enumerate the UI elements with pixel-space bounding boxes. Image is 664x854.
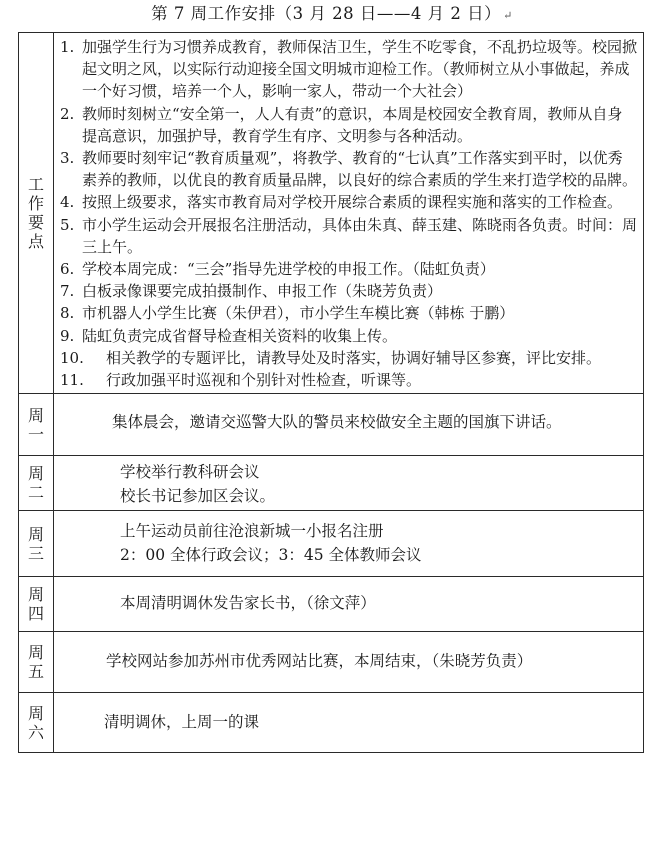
work-point-text: 学校本周完成：“三会”指导先进学校的申报工作。（陆虹负责） <box>82 260 495 279</box>
day-line: 2：00 全体行政会议；3：45 全体教师会议 <box>120 546 422 565</box>
day-line: 清明调休，上周一的课 <box>104 713 260 732</box>
day-line: 集体晨会，邀请交巡警大队的警员来校做安全主题的国旗下讲话。 <box>112 413 562 432</box>
work-point-text: 白板录像课要完成拍摄制作、申报工作（朱晓芳负责） <box>82 282 443 301</box>
day-row-wednesday <box>19 511 644 577</box>
day-label-cell <box>19 394 54 456</box>
work-point-number: 3. <box>60 149 75 168</box>
work-point-number: 7. <box>60 282 75 301</box>
day-lines <box>120 460 275 508</box>
work-point-item <box>60 191 637 213</box>
day-label-cell <box>19 511 54 577</box>
work-point-number: 6. <box>60 260 75 279</box>
day-line: 上午运动员前往沧浪新城一小报名注册 <box>120 522 384 541</box>
day-label: 周三 <box>27 524 44 563</box>
work-point-item <box>60 302 637 324</box>
work-points-label-cell <box>19 33 54 394</box>
title-text: 第 7 周工作安排（3 月 28 日——4 月 2 日） <box>151 4 502 23</box>
work-point-number: 9. <box>60 326 75 345</box>
work-point-item <box>60 369 637 391</box>
page-title <box>0 0 664 28</box>
work-point-text: 市机器人小学生比赛（朱伊君），市小学生车模比赛（韩栋 于鹏） <box>82 304 515 323</box>
day-label-cell <box>19 577 54 632</box>
work-points-row <box>19 33 644 394</box>
day-label: 周二 <box>27 464 44 503</box>
day-content-cell <box>54 693 644 753</box>
work-point-item <box>60 280 637 302</box>
day-content-cell <box>54 394 644 456</box>
day-content-cell <box>54 577 644 632</box>
day-label: 周四 <box>27 585 44 624</box>
work-points-label: 工作要点 <box>27 175 44 252</box>
schedule-table <box>18 32 644 753</box>
day-label-cell <box>19 456 54 511</box>
work-point-item <box>60 214 637 258</box>
day-line: 学校网站参加苏州市优秀网站比赛，本周结束，（朱晓芳负责） <box>106 652 533 671</box>
work-point-number: 4. <box>60 193 75 212</box>
work-point-number: 5. <box>60 215 75 234</box>
work-point-item <box>60 258 637 280</box>
work-point-text: 加强学生行为习惯养成教育，教师保洁卫生，学生不吃零食，不乱扔垃圾等。校园掀起文明之风，以实际行动迎接全国文明城市迎检工作。（教师树立从小事做起，养成一个好习惯，培养一个人，影响一家人，带动一个大社会） <box>82 38 638 101</box>
work-point-text: 市小学生运动会开展报名注册活动，具体由朱真、薛玉建、陈晓雨各负责。时间：周三上午。 <box>82 215 638 256</box>
day-label: 周五 <box>27 643 44 682</box>
paragraph-mark-icon: ↵ <box>503 9 513 22</box>
work-point-item <box>60 347 637 369</box>
work-point-item <box>60 36 637 103</box>
work-points-list <box>54 33 643 393</box>
work-point-number: 8. <box>60 304 75 323</box>
day-line: 学校举行教科研会议 <box>120 463 260 482</box>
day-content-cell <box>54 632 644 693</box>
work-point-item <box>60 147 637 191</box>
work-point-item <box>60 325 637 347</box>
work-point-text: 陆虹负责完成省督导检查相关资料的收集上传。 <box>82 326 398 345</box>
day-row-tuesday <box>19 456 644 511</box>
day-row-friday <box>19 632 644 693</box>
work-points-cell <box>54 33 644 394</box>
day-lines <box>120 519 422 567</box>
work-point-item <box>60 103 637 147</box>
day-content-cell <box>54 456 644 511</box>
work-point-text: 教师时刻树立“安全第一，人人有责”的意识，本周是校园安全教育周，教师从自身提高意识，加强护导，教育学生有序、文明参与各种活动。 <box>82 104 623 145</box>
work-point-text: 按照上级要求，落实市教育局对学校开展综合素质的课程实施和落实的工作检查。 <box>82 193 623 212</box>
day-label-cell <box>19 693 54 753</box>
work-point-text: 行政加强平时巡视和个别针对性检查，听课等。 <box>106 371 422 390</box>
work-point-number: 1. <box>60 38 75 56</box>
work-point-number: 10. <box>60 348 84 367</box>
day-row-thursday <box>19 577 644 632</box>
day-content-cell <box>54 511 644 577</box>
day-line: 校长书记参加区会议。 <box>120 487 276 506</box>
work-point-number: 11. <box>60 371 84 390</box>
day-label-cell <box>19 632 54 693</box>
work-point-number: 2. <box>60 104 75 123</box>
day-row-monday <box>19 394 644 456</box>
day-label: 周六 <box>27 703 44 742</box>
day-line: 本周清明调休发告家长书，（徐文萍） <box>120 594 376 613</box>
work-point-text: 相关教学的专题评比，请教导处及时落实，协调好辅导区参赛，评比安排。 <box>106 348 602 367</box>
day-row-saturday <box>19 693 644 753</box>
day-label: 周一 <box>27 405 44 444</box>
work-point-text: 教师要时刻牢记“教育质量观”，将教学、教育的“七认真”工作落实到平时，以优秀素养的教师，以优良的教育质量品牌，以良好的综合素质的学生来打造学校的品牌。 <box>82 149 638 190</box>
